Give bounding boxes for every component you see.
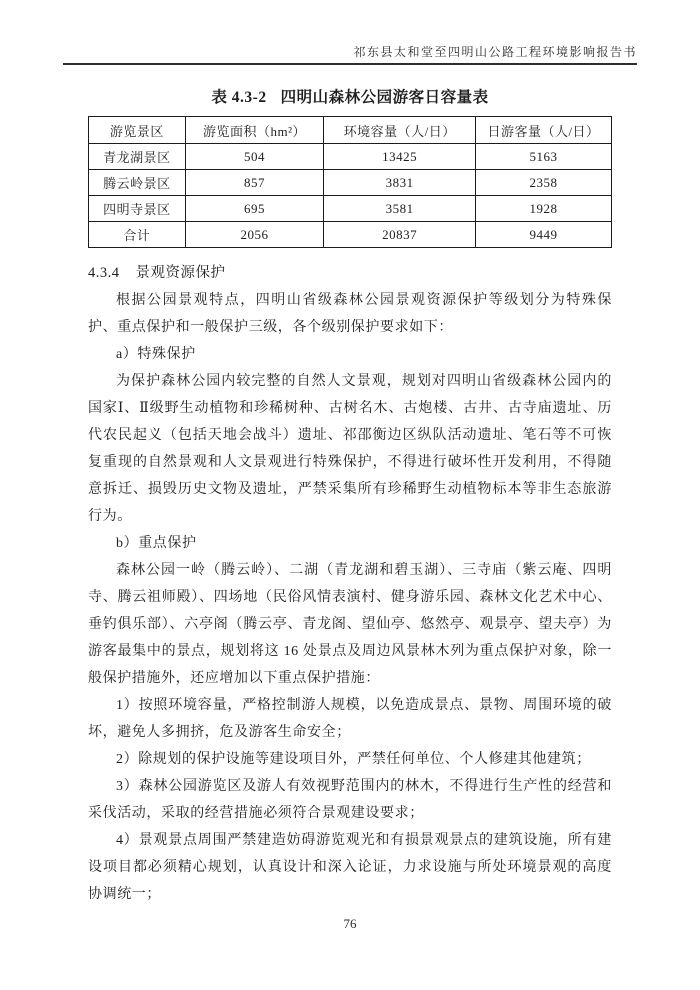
section-number: 4.3.4: [88, 265, 120, 281]
cell-tour-area: 695: [185, 196, 324, 222]
visitor-capacity-table: [88, 116, 612, 248]
table-caption-label: 表 4.3-2: [211, 89, 267, 106]
section-title: 景观资源保护: [135, 265, 226, 281]
cell-area-name: 合计: [89, 222, 186, 248]
header-daily-visitors: 日游客量（人/日）: [476, 117, 612, 144]
section-heading: [88, 260, 612, 287]
table-row-total: [89, 222, 612, 248]
header-rule: [63, 63, 637, 65]
cell-area-name: 四明寺景区: [89, 196, 186, 222]
table-row: [89, 196, 612, 222]
header-env-capacity: 环境容量（人/日）: [324, 117, 476, 144]
table-row: [89, 144, 612, 170]
paragraph-measure-3: 3）森林公园游览区及游人有效视野范围内的林木，不得进行生产性的经营和采伐活动，采取的经营措施必须符合景观建设要求；: [88, 779, 612, 821]
paragraph-special-protection: 为保护森林公园内较完整的自然人文景观，规划对四明山省级森林公园内的国家Ⅰ、Ⅱ级野生动植物和珍稀树种、古树名木、古炮楼、古井、古寺庙遗址、历代农民起义（包括天地会战斗）遗址、祁邵衡边区纵队活动遗址、笔石等不可恢复重现的自然景观和人文景观进行特殊保护，不得进行破坏性开发利用，不得随意拆迁、损毁历史文物及遗址，严禁采集所有珍稀野生动植物标本等非生态旅游行为。: [88, 374, 612, 524]
table-header-row: [89, 117, 612, 144]
report-title-header: 祁东县太和堂至四明山公路工程环境影响报告书: [353, 45, 637, 59]
cell-env-capacity: 13425: [324, 144, 476, 170]
paragraph-measure-1: 1）按照环境容量，严格控制游人规模，以免造成景点、景物、周围环境的破坏，避免人多拥挤，危及游客生命安全；: [88, 698, 612, 740]
paragraph-intro: 根据公园景观特点，四明山省级森林公园景观资源保护等级划分为特殊保护、重点保护和一般保护三级，各个级别保护要求如下：: [88, 293, 612, 335]
page-footer: [0, 916, 700, 932]
page-content: [88, 88, 612, 908]
paragraph-measure-4: 4）景观景点周围严禁建造妨碍游览观光和有损景观景点的建筑设施，所有建设项目都必须精心规划，认真设计和深入论证，力求设施与所处环境景观的高度协调统一；: [88, 833, 612, 902]
cell-area-name: 青龙湖景区: [89, 144, 186, 170]
table-caption: [88, 88, 612, 108]
cell-tour-area: 857: [185, 170, 324, 196]
paragraph-label-special-protection: a）特殊保护: [116, 347, 196, 362]
table-row: [89, 170, 612, 196]
paragraph-label-key-protection: b）重点保护: [116, 536, 197, 551]
table-caption-text: 四明山森林公园游客日容量表: [280, 89, 489, 106]
cell-daily-visitors: 5163: [476, 144, 612, 170]
header-scenic-area: 游览景区: [89, 117, 186, 144]
paragraph-measure-2: 2）除规划的保护设施等建设项目外，严禁任何单位、个人修建其他建筑；: [116, 752, 591, 767]
paragraph-key-protection: 森林公园一岭（腾云岭）、二湖（青龙湖和碧玉湖）、三寺庙（紫云庵、四明寺、腾云祖师殿）、四场地（民俗风情表演村、健身游乐园、森林文化艺术中心、垂钓俱乐部）、六亭阁（腾云亭、青龙阁、望仙亭、悠然亭、观景亭、望夫亭）为游客最集中的景点，规划将这 16 处景点及周边风景林木列为重点保护对象，除一般保护措施外，还应增加以下重点保护措施：: [88, 563, 612, 686]
page-header: [63, 0, 637, 65]
section-body: [88, 287, 612, 908]
header-tour-area: 游览面积（hm²）: [185, 117, 324, 144]
cell-tour-area: 2056: [185, 222, 324, 248]
cell-daily-visitors: 1928: [476, 196, 612, 222]
cell-tour-area: 504: [185, 144, 324, 170]
cell-env-capacity: 3831: [324, 170, 476, 196]
cell-daily-visitors: 9449: [476, 222, 612, 248]
cell-daily-visitors: 2358: [476, 170, 612, 196]
cell-env-capacity: 3581: [324, 196, 476, 222]
cell-env-capacity: 20837: [324, 222, 476, 248]
page-number: 76: [343, 916, 357, 931]
cell-area-name: 腾云岭景区: [89, 170, 186, 196]
